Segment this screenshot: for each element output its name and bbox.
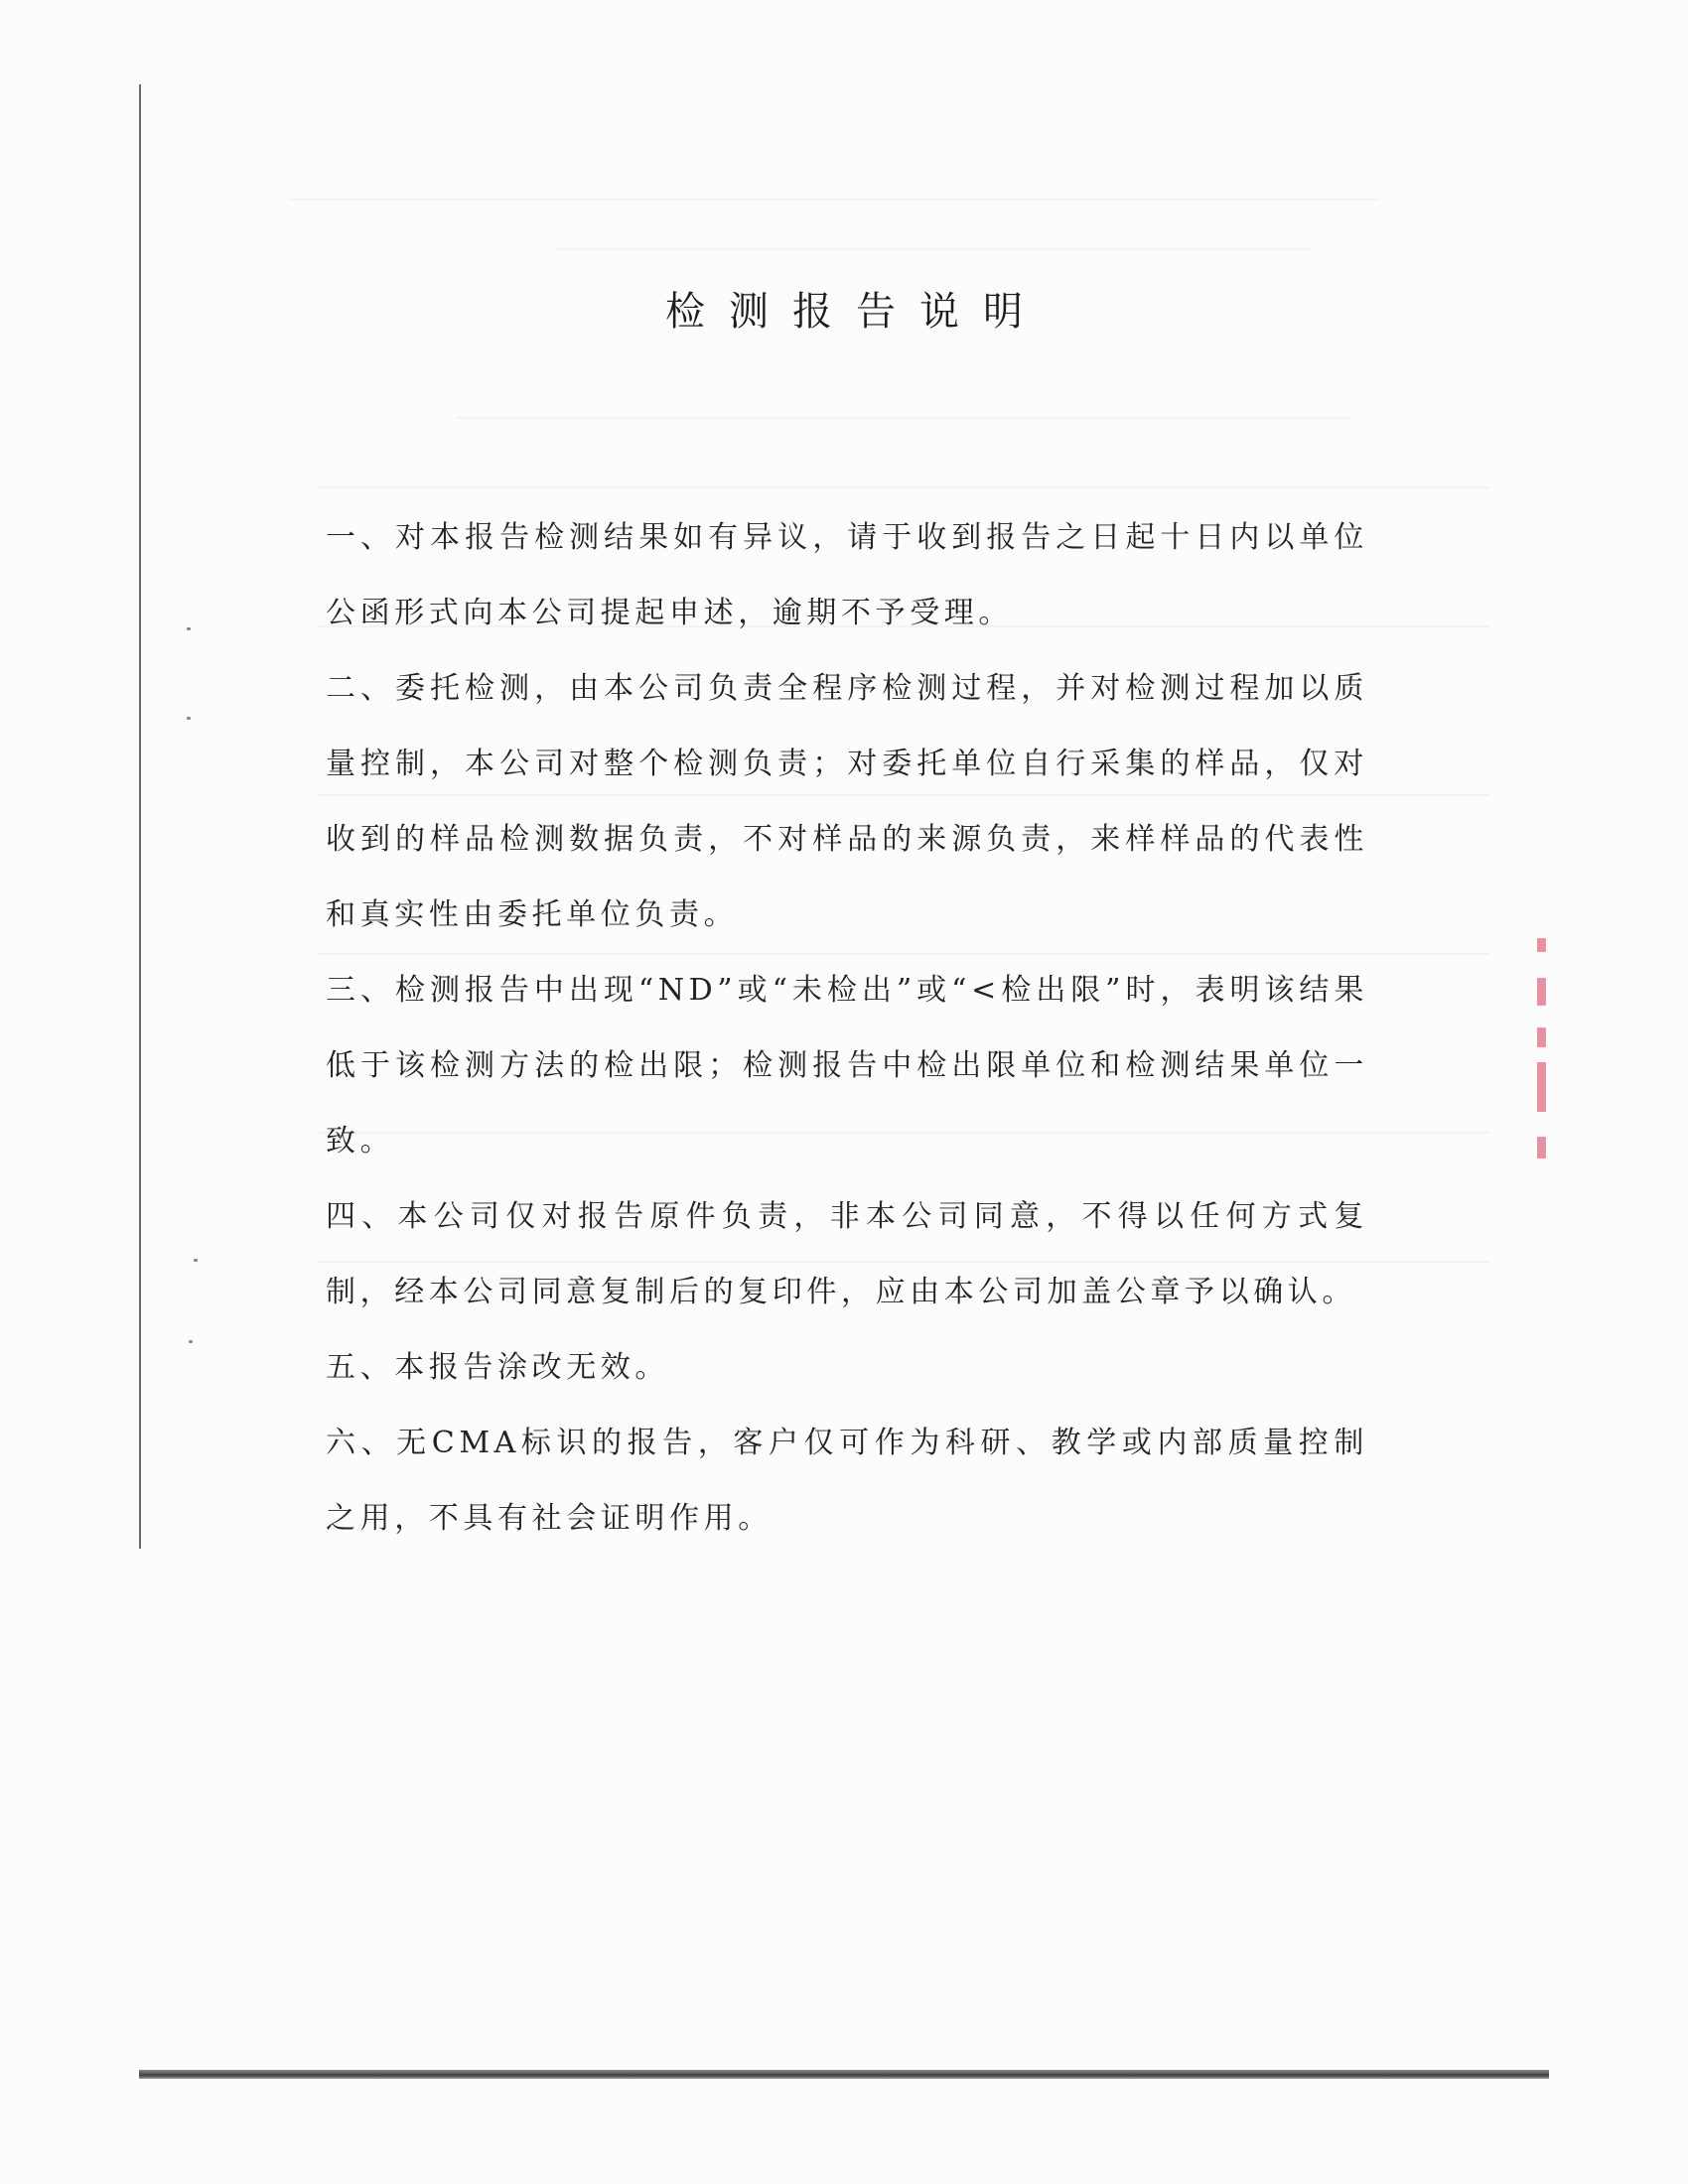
scan-speck — [187, 717, 191, 720]
clause-1: 一、对本报告检测结果如有异议，请于收到报告之日起十日内以单位公函形式向本公司提起申述，逾期不予受理。 — [326, 520, 1368, 630]
clause-4: 四、本公司仅对报告原件负责，非本公司同意，不得以任何方式复制，经本公司同意复制后的复印件，应由本公司加盖公章予以确认。 — [326, 1199, 1368, 1309]
clause-5: 五、本报告涂改无效。 — [326, 1350, 669, 1385]
document-title: 检测报告说明 — [665, 289, 1047, 335]
clause-6: 六、无CMA标识的报告，客户仅可作为科研、教学或内部质量控制之用，不具有社会证明作用。 — [326, 1426, 1368, 1536]
paper-bottom-edge — [139, 2070, 1549, 2079]
document-body — [326, 500, 1368, 1557]
seal-stamp-edge — [1537, 938, 1549, 1176]
scan-speck — [187, 627, 191, 630]
clause-2: 二、委托检测，由本公司负责全程序检测过程，并对检测过程加以质量控制，本公司对整个检测负责；对委托单位自行采集的样品，仅对收到的样品检测数据负责，不对样品的来源负责，来样样品的代表性和真实性由委托单位负责。 — [326, 671, 1368, 932]
scan-speck — [189, 1340, 193, 1343]
scan-speck — [194, 1259, 198, 1262]
clause-3: 三、检测报告中出现“ND”或“未检出”或“<检出限”时，表明该结果低于该检测方法的检出限；检测报告中检出限单位和检测结果单位一致。 — [326, 973, 1368, 1159]
